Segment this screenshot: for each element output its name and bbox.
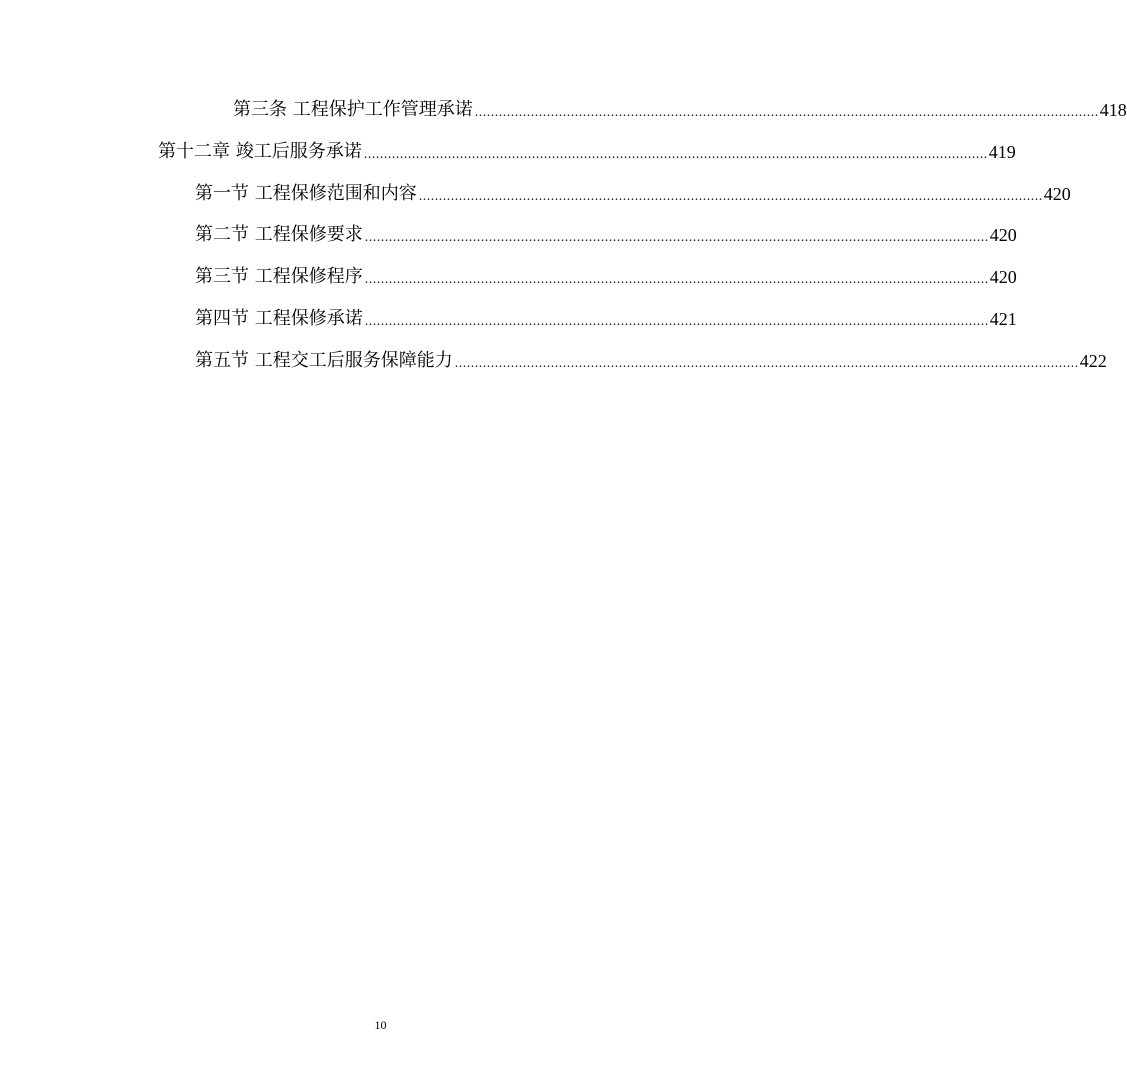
toc-entry-title: 第四节 工程保修承诺 (195, 308, 363, 329)
toc-entry-chapter-12[interactable] (158, 138, 1016, 166)
toc-entry-page: 421 (989, 309, 1017, 329)
toc-entry-page: 419 (988, 142, 1016, 162)
toc-entry-title: 第二节 工程保修要求 (195, 224, 363, 245)
toc-entry-page: 420 (989, 267, 1017, 287)
toc-entry-title: 第三节 工程保修程序 (195, 266, 363, 287)
dot-leader: ............................................................................................................................................................ (363, 147, 988, 162)
toc-entry-section-2[interactable] (195, 221, 1017, 249)
dot-leader: ............................................................................................................................................................ (474, 105, 1099, 120)
dot-leader: ............................................................................................................................................................ (418, 189, 1043, 204)
toc-entry-section-3[interactable] (195, 263, 1017, 291)
toc-entry-page: 420 (989, 225, 1017, 245)
toc-entry-title: 第一节 工程保修范围和内容 (195, 183, 417, 204)
toc-entry-page: 418 (1099, 100, 1127, 120)
dot-leader: ............................................................................................................................................................ (364, 272, 989, 287)
toc-entry-section-5[interactable] (195, 347, 1107, 375)
toc-entry-article-3[interactable] (233, 96, 1127, 124)
toc-entry-page: 420 (1043, 184, 1071, 204)
table-of-contents (0, 0, 1127, 400)
toc-entry-title: 第三条 工程保护工作管理承诺 (233, 99, 473, 120)
toc-entry-title: 第五节 工程交工后服务保障能力 (195, 350, 453, 371)
page-number: 10 (374, 1018, 387, 1032)
dot-leader: ............................................................................................................................................................ (364, 230, 989, 245)
toc-entry-section-1[interactable] (195, 180, 1071, 208)
dot-leader: ............................................................................................................................................................ (454, 356, 1079, 371)
dot-leader: ............................................................................................................................................................ (364, 314, 989, 329)
toc-entry-section-4[interactable] (195, 305, 1017, 333)
toc-entry-title: 第十二章 竣工后服务承诺 (158, 141, 362, 162)
toc-entry-page: 422 (1079, 351, 1107, 371)
